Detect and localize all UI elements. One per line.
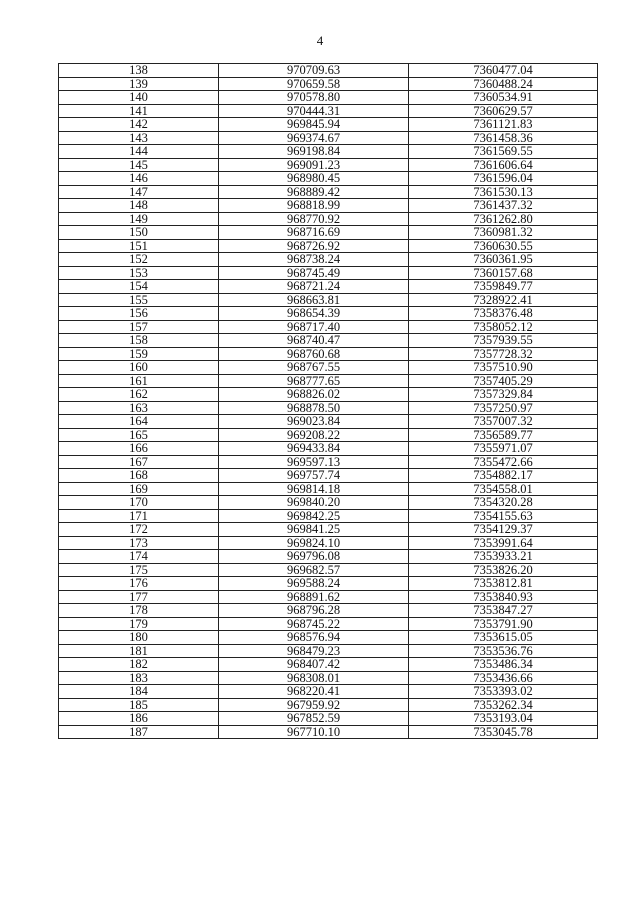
y-coordinate-cell: 7360630.55	[409, 239, 598, 253]
table-row	[59, 145, 598, 159]
point-number-cell: 141	[59, 104, 219, 118]
point-number-cell: 181	[59, 644, 219, 658]
x-coordinate-cell: 970444.31	[219, 104, 409, 118]
y-coordinate-cell: 7328922.41	[409, 293, 598, 307]
x-coordinate-cell: 968770.92	[219, 212, 409, 226]
point-number-cell: 165	[59, 428, 219, 442]
y-coordinate-cell: 7360477.04	[409, 64, 598, 78]
point-number-cell: 151	[59, 239, 219, 253]
x-coordinate-cell: 967959.92	[219, 698, 409, 712]
y-coordinate-cell: 7357510.90	[409, 361, 598, 375]
point-number-cell: 143	[59, 131, 219, 145]
point-number-cell: 156	[59, 307, 219, 321]
x-coordinate-cell: 968220.41	[219, 685, 409, 699]
x-coordinate-cell: 968576.94	[219, 631, 409, 645]
y-coordinate-cell: 7361437.32	[409, 199, 598, 213]
table-row	[59, 239, 598, 253]
table-row	[59, 199, 598, 213]
x-coordinate-cell: 969841.25	[219, 523, 409, 537]
x-coordinate-cell: 968745.22	[219, 617, 409, 631]
x-coordinate-cell: 969208.22	[219, 428, 409, 442]
point-number-cell: 162	[59, 388, 219, 402]
y-coordinate-cell: 7357329.84	[409, 388, 598, 402]
point-number-cell: 179	[59, 617, 219, 631]
x-coordinate-cell: 969198.84	[219, 145, 409, 159]
point-number-cell: 145	[59, 158, 219, 172]
y-coordinate-cell: 7355472.66	[409, 455, 598, 469]
y-coordinate-cell: 7353486.34	[409, 658, 598, 672]
point-number-cell: 183	[59, 671, 219, 685]
y-coordinate-cell: 7353791.90	[409, 617, 598, 631]
y-coordinate-cell: 7361262.80	[409, 212, 598, 226]
table-row	[59, 293, 598, 307]
table-row	[59, 334, 598, 348]
y-coordinate-cell: 7358052.12	[409, 320, 598, 334]
table-row	[59, 644, 598, 658]
coordinates-table	[58, 63, 598, 739]
y-coordinate-cell: 7357007.32	[409, 415, 598, 429]
table-row	[59, 320, 598, 334]
table-row	[59, 536, 598, 550]
table-row	[59, 671, 598, 685]
table-row	[59, 185, 598, 199]
x-coordinate-cell: 968767.55	[219, 361, 409, 375]
x-coordinate-cell: 968777.65	[219, 374, 409, 388]
point-number-cell: 146	[59, 172, 219, 186]
x-coordinate-cell: 969824.10	[219, 536, 409, 550]
table-row	[59, 158, 598, 172]
y-coordinate-cell: 7361458.36	[409, 131, 598, 145]
x-coordinate-cell: 968891.62	[219, 590, 409, 604]
x-coordinate-cell: 968479.23	[219, 644, 409, 658]
point-number-cell: 178	[59, 604, 219, 618]
x-coordinate-cell: 968308.01	[219, 671, 409, 685]
table-row	[59, 77, 598, 91]
point-number-cell: 160	[59, 361, 219, 375]
x-coordinate-cell: 969023.84	[219, 415, 409, 429]
table-row	[59, 401, 598, 415]
table-row	[59, 104, 598, 118]
x-coordinate-cell: 969682.57	[219, 563, 409, 577]
point-number-cell: 163	[59, 401, 219, 415]
x-coordinate-cell: 968654.39	[219, 307, 409, 321]
table-row	[59, 280, 598, 294]
table-row	[59, 226, 598, 240]
x-coordinate-cell: 968407.42	[219, 658, 409, 672]
y-coordinate-cell: 7360361.95	[409, 253, 598, 267]
x-coordinate-cell: 970578.80	[219, 91, 409, 105]
y-coordinate-cell: 7360488.24	[409, 77, 598, 91]
x-coordinate-cell: 968826.02	[219, 388, 409, 402]
y-coordinate-cell: 7357728.32	[409, 347, 598, 361]
y-coordinate-cell: 7361569.55	[409, 145, 598, 159]
point-number-cell: 150	[59, 226, 219, 240]
point-number-cell: 153	[59, 266, 219, 280]
point-number-cell: 140	[59, 91, 219, 105]
x-coordinate-cell: 970659.58	[219, 77, 409, 91]
y-coordinate-cell: 7353826.20	[409, 563, 598, 577]
point-number-cell: 142	[59, 118, 219, 132]
point-number-cell: 167	[59, 455, 219, 469]
y-coordinate-cell: 7353615.05	[409, 631, 598, 645]
x-coordinate-cell: 969840.20	[219, 496, 409, 510]
x-coordinate-cell: 968980.45	[219, 172, 409, 186]
table-row	[59, 64, 598, 78]
table-row	[59, 509, 598, 523]
table-row	[59, 469, 598, 483]
x-coordinate-cell: 968818.99	[219, 199, 409, 213]
x-coordinate-cell: 968721.24	[219, 280, 409, 294]
x-coordinate-cell: 969433.84	[219, 442, 409, 456]
coordinates-table-body	[59, 64, 598, 739]
x-coordinate-cell: 968717.40	[219, 320, 409, 334]
y-coordinate-cell: 7353933.21	[409, 550, 598, 564]
point-number-cell: 157	[59, 320, 219, 334]
x-coordinate-cell: 967710.10	[219, 725, 409, 739]
page-number: 4	[316, 33, 324, 48]
point-number-cell: 164	[59, 415, 219, 429]
table-row	[59, 253, 598, 267]
point-number-cell: 177	[59, 590, 219, 604]
x-coordinate-cell: 969597.13	[219, 455, 409, 469]
table-row	[59, 698, 598, 712]
y-coordinate-cell: 7353436.66	[409, 671, 598, 685]
table-row	[59, 617, 598, 631]
y-coordinate-cell: 7354558.01	[409, 482, 598, 496]
table-row	[59, 455, 598, 469]
table-row	[59, 118, 598, 132]
x-coordinate-cell: 968663.81	[219, 293, 409, 307]
y-coordinate-cell: 7353393.02	[409, 685, 598, 699]
point-number-cell: 186	[59, 712, 219, 726]
y-coordinate-cell: 7354155.63	[409, 509, 598, 523]
table-row	[59, 374, 598, 388]
point-number-cell: 166	[59, 442, 219, 456]
y-coordinate-cell: 7360629.57	[409, 104, 598, 118]
x-coordinate-cell: 968740.47	[219, 334, 409, 348]
x-coordinate-cell: 969091.23	[219, 158, 409, 172]
table-row	[59, 658, 598, 672]
table-row	[59, 712, 598, 726]
point-number-cell: 174	[59, 550, 219, 564]
table-row	[59, 496, 598, 510]
point-number-cell: 171	[59, 509, 219, 523]
point-number-cell: 148	[59, 199, 219, 213]
table-row	[59, 91, 598, 105]
y-coordinate-cell: 7356589.77	[409, 428, 598, 442]
table-row	[59, 577, 598, 591]
point-number-cell: 185	[59, 698, 219, 712]
y-coordinate-cell: 7353193.04	[409, 712, 598, 726]
table-row	[59, 361, 598, 375]
point-number-cell: 176	[59, 577, 219, 591]
x-coordinate-cell: 968716.69	[219, 226, 409, 240]
table-row	[59, 523, 598, 537]
y-coordinate-cell: 7361121.83	[409, 118, 598, 132]
y-coordinate-cell: 7353536.76	[409, 644, 598, 658]
table-row	[59, 388, 598, 402]
y-coordinate-cell: 7353262.34	[409, 698, 598, 712]
point-number-cell: 154	[59, 280, 219, 294]
y-coordinate-cell: 7354129.37	[409, 523, 598, 537]
x-coordinate-cell: 969757.74	[219, 469, 409, 483]
point-number-cell: 180	[59, 631, 219, 645]
y-coordinate-cell: 7359849.77	[409, 280, 598, 294]
y-coordinate-cell: 7358376.48	[409, 307, 598, 321]
point-number-cell: 158	[59, 334, 219, 348]
table-row	[59, 131, 598, 145]
y-coordinate-cell: 7353840.93	[409, 590, 598, 604]
point-number-cell: 182	[59, 658, 219, 672]
point-number-cell: 169	[59, 482, 219, 496]
point-number-cell: 149	[59, 212, 219, 226]
y-coordinate-cell: 7357405.29	[409, 374, 598, 388]
table-row	[59, 442, 598, 456]
point-number-cell: 155	[59, 293, 219, 307]
x-coordinate-cell: 968726.92	[219, 239, 409, 253]
y-coordinate-cell: 7354882.17	[409, 469, 598, 483]
x-coordinate-cell: 969845.94	[219, 118, 409, 132]
x-coordinate-cell: 969588.24	[219, 577, 409, 591]
table-row	[59, 347, 598, 361]
point-number-cell: 173	[59, 536, 219, 550]
y-coordinate-cell: 7361530.13	[409, 185, 598, 199]
x-coordinate-cell: 968878.50	[219, 401, 409, 415]
y-coordinate-cell: 7355971.07	[409, 442, 598, 456]
point-number-cell: 144	[59, 145, 219, 159]
point-number-cell: 170	[59, 496, 219, 510]
point-number-cell: 184	[59, 685, 219, 699]
table-row	[59, 590, 598, 604]
point-number-cell: 175	[59, 563, 219, 577]
table-row	[59, 604, 598, 618]
table-row	[59, 725, 598, 739]
point-number-cell: 147	[59, 185, 219, 199]
point-number-cell: 187	[59, 725, 219, 739]
table-row	[59, 428, 598, 442]
table-row	[59, 307, 598, 321]
table-row	[59, 266, 598, 280]
y-coordinate-cell: 7353812.81	[409, 577, 598, 591]
y-coordinate-cell: 7361606.64	[409, 158, 598, 172]
y-coordinate-cell: 7360534.91	[409, 91, 598, 105]
x-coordinate-cell: 967852.59	[219, 712, 409, 726]
y-coordinate-cell: 7360157.68	[409, 266, 598, 280]
x-coordinate-cell: 970709.63	[219, 64, 409, 78]
x-coordinate-cell: 968745.49	[219, 266, 409, 280]
x-coordinate-cell: 968889.42	[219, 185, 409, 199]
table-row	[59, 550, 598, 564]
point-number-cell: 152	[59, 253, 219, 267]
x-coordinate-cell: 969374.67	[219, 131, 409, 145]
y-coordinate-cell: 7361596.04	[409, 172, 598, 186]
table-row	[59, 631, 598, 645]
y-coordinate-cell: 7354320.28	[409, 496, 598, 510]
x-coordinate-cell: 968796.28	[219, 604, 409, 618]
point-number-cell: 172	[59, 523, 219, 537]
x-coordinate-cell: 969814.18	[219, 482, 409, 496]
point-number-cell: 161	[59, 374, 219, 388]
x-coordinate-cell: 968738.24	[219, 253, 409, 267]
table-row	[59, 212, 598, 226]
x-coordinate-cell: 968760.68	[219, 347, 409, 361]
y-coordinate-cell: 7353045.78	[409, 725, 598, 739]
point-number-cell: 139	[59, 77, 219, 91]
x-coordinate-cell: 969842.25	[219, 509, 409, 523]
y-coordinate-cell: 7357939.55	[409, 334, 598, 348]
y-coordinate-cell: 7353847.27	[409, 604, 598, 618]
x-coordinate-cell: 969796.08	[219, 550, 409, 564]
point-number-cell: 138	[59, 64, 219, 78]
table-row	[59, 685, 598, 699]
table-row	[59, 415, 598, 429]
y-coordinate-cell: 7353991.64	[409, 536, 598, 550]
table-row	[59, 482, 598, 496]
table-row	[59, 172, 598, 186]
table-row	[59, 563, 598, 577]
y-coordinate-cell: 7360981.32	[409, 226, 598, 240]
point-number-cell: 159	[59, 347, 219, 361]
y-coordinate-cell: 7357250.97	[409, 401, 598, 415]
point-number-cell: 168	[59, 469, 219, 483]
